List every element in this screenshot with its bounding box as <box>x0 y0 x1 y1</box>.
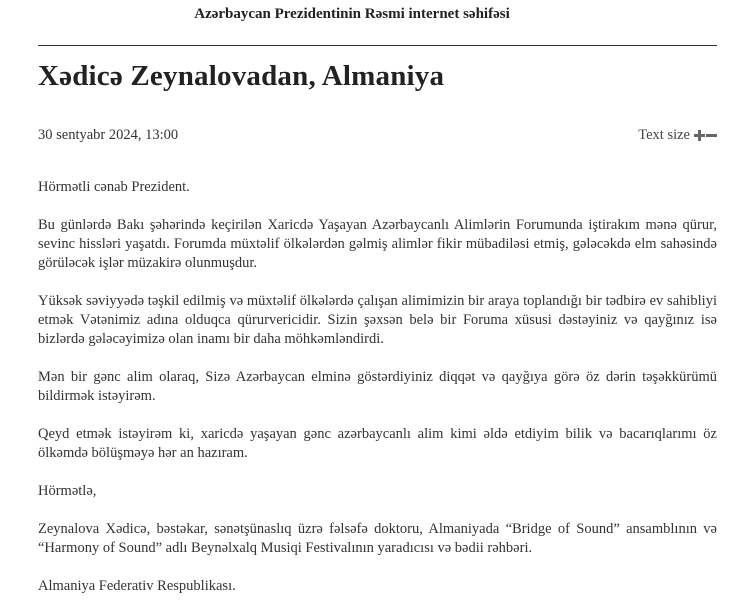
closing: Hörmətlə, <box>38 483 97 499</box>
minus-icon <box>706 130 717 141</box>
article-date: 30 sentyabr 2024, 13:00 <box>38 127 179 143</box>
author-country: Almaniya Federativ Respublikası. <box>38 578 236 594</box>
site-title[interactable]: Azərbaycan Prezidentinin Rəsmi internet səhifəsi <box>194 6 510 22</box>
article-body <box>38 178 717 615</box>
salutation: Hörmətli cənab Prezident. <box>38 179 190 195</box>
text-size-label: Text size <box>638 127 690 143</box>
increase-text-size-button[interactable] <box>693 128 705 144</box>
plus-icon <box>694 130 705 141</box>
decrease-text-size-button[interactable] <box>705 128 717 144</box>
text-size-control <box>638 127 717 144</box>
article-meta <box>38 127 717 147</box>
header-divider <box>38 45 717 46</box>
article-paragraph: Yüksək səviyyədə təşkil edilmiş və müxtəlif ölkələrdə çalışan alimimizin bir araya toplandığı bir tədbirə ev sahibliyi etmək Vətənimiz adına olduqca qürurvericidir. Sizin şəxsən belə bir Foruma xüsusi dəstəyiniz və qayğınız isə bizlərdə gələcəyimizə olan inamı bir daha möhkəmləndirdi. <box>38 293 717 347</box>
article-paragraph: Qeyd etmək istəyirəm ki, xaricdə yaşayan gənc azərbaycanlı alim kimi əldə etdiyim bilik və bacarıqlarımı öz ölkəmdə bölüşməyə hər an hazıram. <box>38 426 717 461</box>
author-signature: Zeynalova Xədicə, bəstəkar, sənətşünaslıq üzrə fəlsəfə doktoru, Almaniyada “Bridge of Sound” ansamblının və “Harmony of Sound” adlı Beynəlxalq Musiqi Festivalının yaradıcısı və bədii rəhbəri. <box>38 521 717 556</box>
article-paragraph: Bu günlərdə Bakı şəhərində keçirilən Xaricdə Yaşayan Azərbaycanlı Alimlərin Forumunda iştirakım mənə qürur, sevinc hissləri yaşatdı. Forumda müxtəlif ölkələrdən gəlmiş alimlər fikir mübadiləsi etmiş, gələcəkdə elm sahəsində görüləcək işlər müzakirə olunmuşdur. <box>38 217 717 271</box>
article-paragraph: Mən bir gənc alim olaraq, Sizə Azərbaycan elminə göstərdiyiniz diqqət və qayğıya görə öz dərin təşəkkürümü bildirmək istəyirəm. <box>38 369 717 404</box>
page-title: Xədicə Zeynalovadan, Almaniya <box>38 60 445 92</box>
